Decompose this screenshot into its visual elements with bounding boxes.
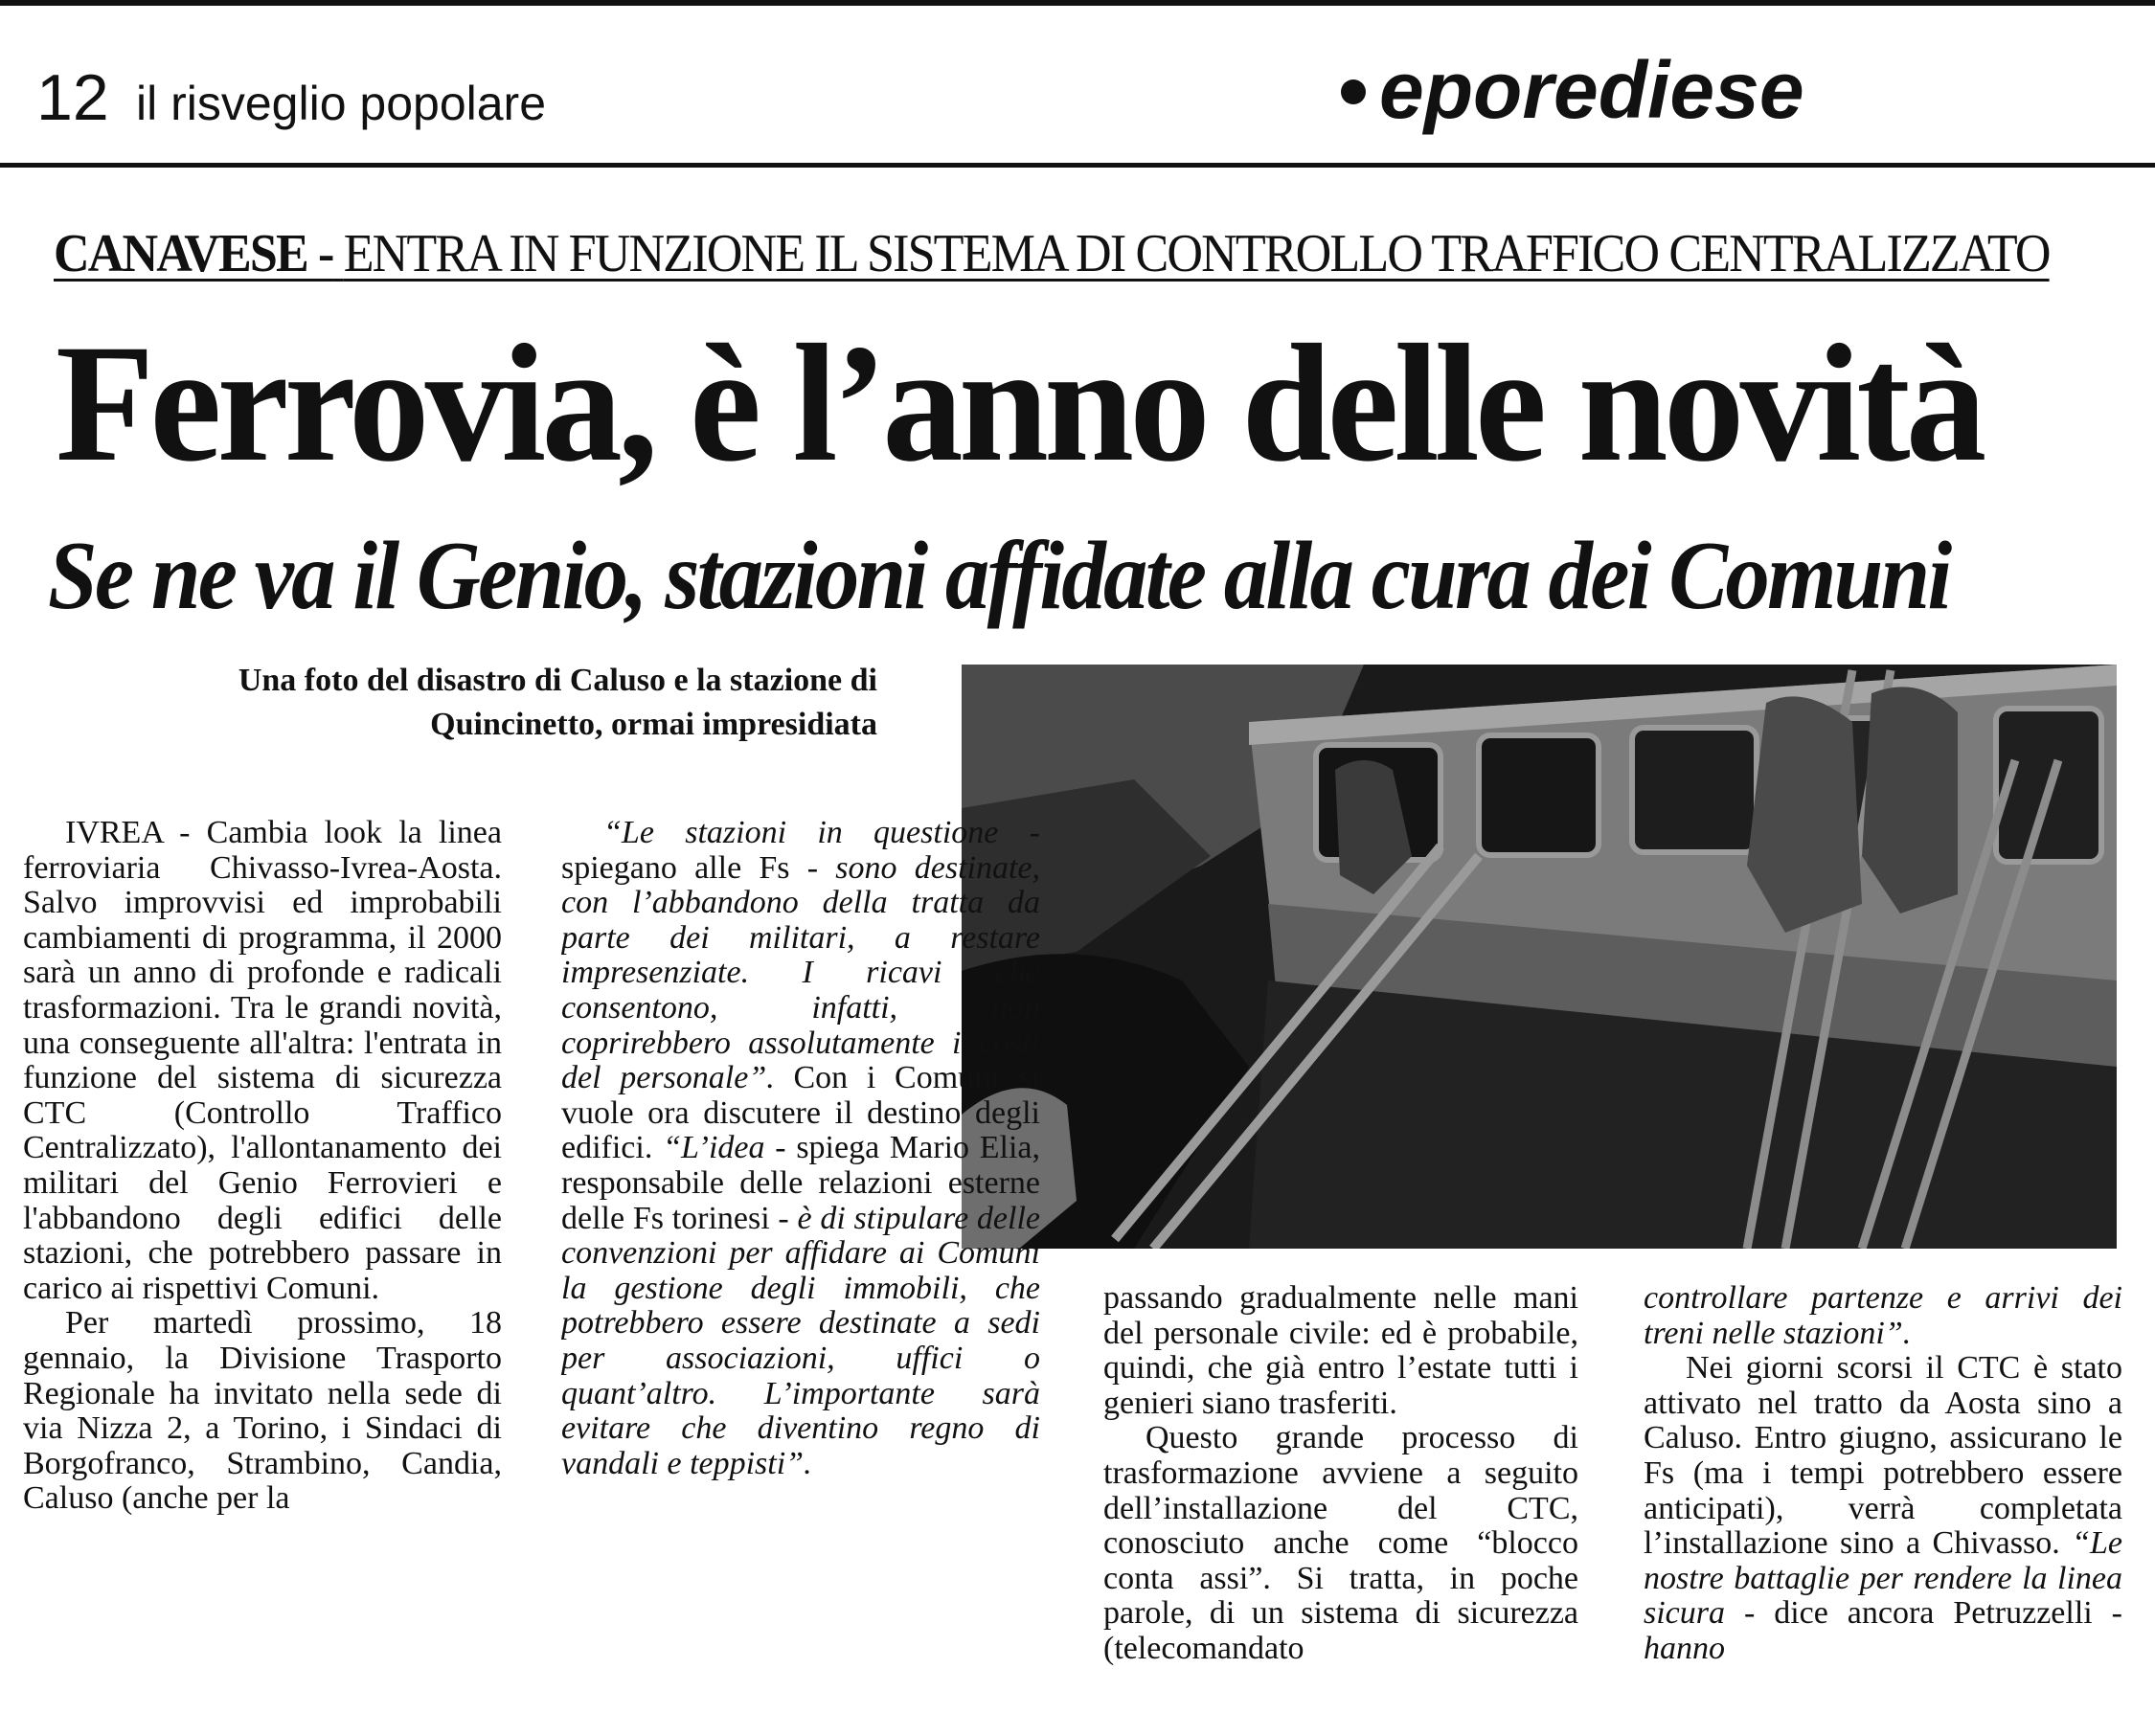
article-column-2 [561,816,1040,1736]
article-paragraph [1644,1281,2122,1351]
article-paragraph [1103,1281,1578,1421]
body-text: IVREA - Cambia look la linea ferroviaria Chivasso-Ivrea-Aosta. Salvo improvvisi ed improbabili cambiamenti di programma, il 2000 sarà un anno di profonde e radicali trasformazioni. Tra le grandi novità, una conseguente all'altra: l'entrata in funzione del sistema di sicurezza CTC (Controllo Traffico Centralizzato), l'allontanamento dei militari del Genio Ferrovieri e l'abbandono degli edifici delle stazioni, che potrebbero passare in carico ai rispettivi Comuni. [23,816,502,1306]
article-paragraph [23,816,502,1306]
quoted-text: “Le nostre battaglie per rendere la linea sicura [1644,1525,2122,1632]
body-text: Nei giorni scorsi il CTC è stato attivato nel tratto da Aosta sino a Caluso. Entro giugno, assicurano le Fs (ma i tempi potrebbero essere anticipati), verrà completata l’installazione sino a Chivasso. [1644,1350,2122,1562]
article-paragraph [1103,1421,1578,1666]
article-headline: Ferrovia, è l’anno delle novità [56,310,1983,497]
article-paragraph [561,816,1040,1481]
body-text: passando gradualmente nelle mani del personale civile: ed è probabile, quindi, che già entro l’estate tutti i genieri siano trasferiti. [1103,1281,1578,1421]
section-bullet-icon [1341,79,1366,104]
body-text: - spiega Mario Elia, responsabile delle relazioni esterne delle Fs torinesi - [561,1130,1040,1236]
top-border-rule [0,0,2155,6]
article-subheadline: Se ne va il Genio, stazioni affidate alla cura dei Comuni [48,522,1950,630]
newspaper-name: il risveglio popolare [136,77,547,130]
article-paragraph [1644,1351,2122,1666]
article-photo [962,665,2117,1249]
body-text: - dice ancora Petruzzelli - [1725,1595,2122,1632]
body-text: Questo grande processo di trasformazione avviene a seguito dell’installazione del CTC, conosciuto anche come “blocco conta assi”. Si tratta, in poche parole, di un sistema di sicurezza (telecomandato [1103,1420,1578,1666]
body-text: - spiegano alle Fs - [561,816,1040,886]
kicker-text: ENTRA IN FUNZIONE IL SISTEMA DI CONTROLLO TRAFFICO CENTRALIZZATO [343,224,2050,283]
masthead-divider [0,163,2155,168]
article-kicker [54,222,2050,285]
section-name [1341,42,1804,138]
article-column-4 [1644,1281,2122,1736]
quoted-text: “Le stazioni in questione [603,816,999,850]
body-text: Per martedì prossimo, 18 gennaio, la Divisione Trasporto Regionale ha invitato nella sede di via Nizza 2, a Torino, i Sindaci di Borgofranco, Strambino, Candia, Caluso (anche per la [23,1305,502,1517]
article-column-1 [23,816,502,1736]
article-paragraph [23,1306,502,1517]
quoted-text: è di stipulare delle convenzioni per affidare ai Comuni la gestione degli immobili, che potrebbero essere destinate a sedi per associazioni, uffici o quant’altro. L’importante sarà evitare che diventino regno di vandali e teppisti”. [561,1200,1040,1481]
quoted-text: hanno [1644,1630,1725,1666]
quoted-text: controllare partenze e arrivi dei treni nelle stazioni”. [1644,1281,2122,1351]
train-rescue-photo [962,665,2117,1249]
section-label: eporediese [1379,45,1804,135]
quoted-text: sono destinate, con l’abbandono della tratta da parte dei militari, a restare impresenziate. I ricavi che consentono, infatti, non coprirebbero assolutamente i costi del personale”. [561,849,1040,1096]
page-number: 12 [36,61,109,134]
photo-caption: Una foto del disastro di Caluso e la stazione di Quincinetto, ormai impresidiata [238,663,877,742]
body-text: Con i Comuni si vuole ora discutere il destino degli edifici. [561,1060,1040,1166]
kicker-place: CANAVESE - [54,224,333,283]
quoted-text: “L’idea [663,1130,765,1166]
article-column-3 [1103,1281,1578,1736]
